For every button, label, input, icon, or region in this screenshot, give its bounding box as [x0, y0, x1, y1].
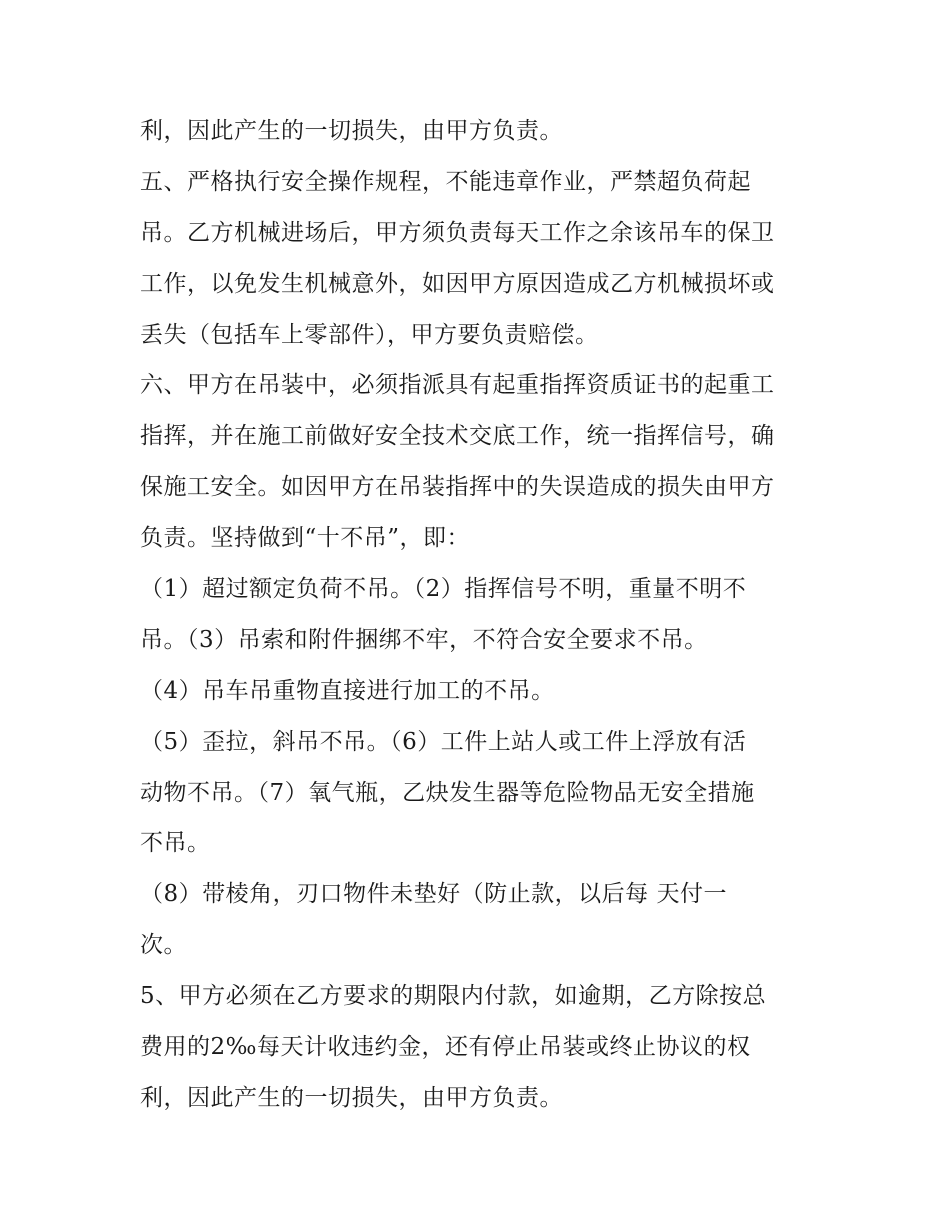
text-line: 工作，以免发生机械意外，如因甲方原因造成乙方机械损坏或	[140, 270, 775, 297]
text-line: 指挥，并在施工前做好安全技术交底工作，统一指挥信号，确	[140, 423, 775, 450]
text-line: 五、严格执行安全操作规程，不能违章作业，严禁超负荷起	[140, 168, 751, 195]
text-line: 利，因此产生的一切损失，由甲方负责。	[140, 118, 563, 144]
text-line: 六、甲方在吊装中，必须指派具有起重指挥资质证书的起重工	[140, 372, 775, 399]
text-line: （8）带棱角，刃口物件未垫好（防止款，以后每 天付一	[140, 881, 727, 908]
text-line: 吊。（3）吊索和附件捆绑不牢，不符合安全要求不吊。	[140, 626, 708, 653]
text-line: 负责。坚持做到“十不吊”，即：	[140, 525, 471, 552]
text-line: 丢失（包括车上零部件），甲方要负责赔偿。	[140, 321, 599, 348]
text-line: 吊。乙方机械进场后，甲方须负责每天工作之余该吊车的保卫	[140, 219, 775, 246]
text-line: （1）超过额定负荷不吊。（2）指挥信号不明，重量不明不	[140, 576, 747, 603]
text-line: 费用的2‰每天计收违约金，还有停止吊装或终止协议的权	[140, 1034, 751, 1061]
text-line: 次。	[140, 932, 187, 959]
text-line: 保施工安全。如因甲方在吊装指挥中的失误造成的损失由甲方	[140, 474, 775, 501]
text-line: 不吊。	[140, 830, 211, 857]
text-line: （4）吊车吊重物直接进行加工的不吊。	[140, 677, 555, 704]
text-line: 动物不吊。（7）氧气瓶，乙炔发生器等危险物品无安全措施	[140, 779, 755, 806]
text-line: （5）歪拉，斜吊不吊。（6）工件上站人或工件上浮放有活	[140, 728, 747, 755]
text-line: 利，因此产生的一切损失，由甲方负责。	[140, 1084, 563, 1111]
body-text	[140, 106, 820, 1124]
text-line: 5、甲方必须在乙方要求的期限内付款，如逾期，乙方除按总	[140, 983, 767, 1010]
